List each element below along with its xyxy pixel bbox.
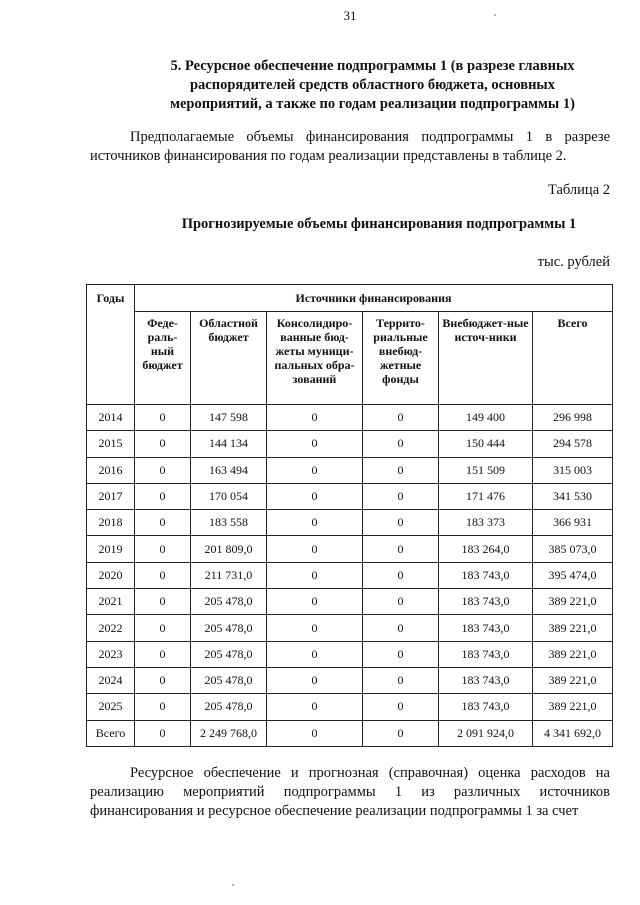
cell-regional: 163 494 [191, 457, 267, 483]
cell-extrabudgetary: 151 509 [439, 457, 533, 483]
cell-municipal: 0 [267, 694, 363, 720]
cell-regional: 147 598 [191, 405, 267, 431]
cell-territorial: 0 [363, 536, 439, 562]
cell-year: 2024 [87, 667, 135, 693]
cell-federal: 0 [135, 405, 191, 431]
cell-year: Всего [87, 720, 135, 746]
cell-extrabudgetary: 183 743,0 [439, 615, 533, 641]
cell-extrabudgetary: 183 743,0 [439, 641, 533, 667]
header-federal-budget: Феде-раль-ный бюджет [135, 312, 191, 405]
cell-federal: 0 [135, 431, 191, 457]
cell-federal: 0 [135, 483, 191, 509]
cell-municipal: 0 [267, 405, 363, 431]
cell-extrabudgetary: 149 400 [439, 405, 533, 431]
cell-year: 2022 [87, 615, 135, 641]
cell-regional: 2 249 768,0 [191, 720, 267, 746]
table-header-row [87, 285, 613, 312]
cell-total: 389 221,0 [533, 667, 613, 693]
cell-regional: 170 054 [191, 483, 267, 509]
cell-municipal: 0 [267, 589, 363, 615]
table-row [87, 720, 613, 746]
cell-territorial: 0 [363, 589, 439, 615]
cell-total: 389 221,0 [533, 694, 613, 720]
cell-territorial: 0 [363, 720, 439, 746]
cell-territorial: 0 [363, 405, 439, 431]
cell-municipal: 0 [267, 536, 363, 562]
cell-territorial: 0 [363, 641, 439, 667]
cell-extrabudgetary: 183 373 [439, 510, 533, 536]
table-row [87, 431, 613, 457]
cell-total: 389 221,0 [533, 641, 613, 667]
intro-paragraph: Предполагаемые объемы финансирования подпрограммы 1 в разрезе источников финансирования по годам реализации представлены в таблице 2. [90, 129, 610, 164]
cell-municipal: 0 [267, 615, 363, 641]
table-body [87, 405, 613, 747]
cell-federal: 0 [135, 536, 191, 562]
cell-year: 2020 [87, 562, 135, 588]
cell-extrabudgetary: 171 476 [439, 483, 533, 509]
cell-year: 2023 [87, 641, 135, 667]
cell-federal: 0 [135, 720, 191, 746]
header-municipal-budgets: Консолидиро-ванные бюд-жеты муници-пальных обра-зований [267, 312, 363, 405]
cell-year: 2025 [87, 694, 135, 720]
cell-extrabudgetary: 183 264,0 [439, 536, 533, 562]
cell-extrabudgetary: 183 743,0 [439, 589, 533, 615]
cell-year: 2017 [87, 483, 135, 509]
cell-extrabudgetary: 183 743,0 [439, 562, 533, 588]
cell-municipal: 0 [267, 667, 363, 693]
header-years: Годы [87, 285, 135, 405]
cell-municipal: 0 [267, 457, 363, 483]
cell-total: 385 073,0 [533, 536, 613, 562]
cell-municipal: 0 [267, 510, 363, 536]
cell-territorial: 0 [363, 457, 439, 483]
cell-year: 2014 [87, 405, 135, 431]
cell-municipal: 0 [267, 720, 363, 746]
cell-regional: 201 809,0 [191, 536, 267, 562]
cell-territorial: 0 [363, 694, 439, 720]
table-title: Прогнозируемые объемы финансирования подпрограммы 1 [181, 216, 577, 232]
cell-federal: 0 [135, 641, 191, 667]
units-label: тыс. рублей [537, 254, 610, 270]
table-row [87, 615, 613, 641]
cell-federal: 0 [135, 694, 191, 720]
cell-total: 294 578 [533, 431, 613, 457]
cell-regional: 205 478,0 [191, 641, 267, 667]
cell-year: 2016 [87, 457, 135, 483]
table-row [87, 694, 613, 720]
cell-extrabudgetary: 183 743,0 [439, 694, 533, 720]
cell-total: 395 474,0 [533, 562, 613, 588]
cell-federal: 0 [135, 667, 191, 693]
funding-table [86, 284, 613, 747]
cell-municipal: 0 [267, 483, 363, 509]
cell-federal: 0 [135, 615, 191, 641]
header-funding-sources: Источники финансирования [135, 285, 613, 312]
cell-territorial: 0 [363, 615, 439, 641]
cell-total: 366 931 [533, 510, 613, 536]
cell-extrabudgetary: 150 444 [439, 431, 533, 457]
cell-municipal: 0 [267, 562, 363, 588]
table-row [87, 510, 613, 536]
table-row [87, 562, 613, 588]
cell-territorial: 0 [363, 562, 439, 588]
cell-territorial: 0 [363, 483, 439, 509]
cell-territorial: 0 [363, 510, 439, 536]
cell-total: 4 341 692,0 [533, 720, 613, 746]
table-row [87, 667, 613, 693]
table-caption: Таблица 2 [547, 182, 610, 198]
cell-regional: 183 558 [191, 510, 267, 536]
cell-regional: 205 478,0 [191, 667, 267, 693]
page-number: 31 [343, 8, 357, 23]
cell-territorial: 0 [363, 667, 439, 693]
cell-regional: 205 478,0 [191, 589, 267, 615]
table-row [87, 405, 613, 431]
table-row [87, 589, 613, 615]
cell-total: 315 003 [533, 457, 613, 483]
table-row [87, 536, 613, 562]
header-territorial-funds: Террито-риальные внебюд-жетные фонды [363, 312, 439, 405]
bottom-paragraph: Ресурсное обеспечение и прогнозная (справочная) оценка расходов на реализацию мероприятий подпрограммы 1 из различных источников финансирования и ресурсное обеспечение реализации подпрограммы 1 за счет [90, 765, 610, 819]
cell-regional: 205 478,0 [191, 694, 267, 720]
table-row [87, 483, 613, 509]
scan-speck [494, 14, 496, 16]
cell-federal: 0 [135, 562, 191, 588]
cell-total: 389 221,0 [533, 589, 613, 615]
cell-municipal: 0 [267, 641, 363, 667]
cell-extrabudgetary: 2 091 924,0 [439, 720, 533, 746]
cell-municipal: 0 [267, 431, 363, 457]
cell-federal: 0 [135, 457, 191, 483]
cell-year: 2019 [87, 536, 135, 562]
cell-regional: 144 134 [191, 431, 267, 457]
cell-total: 389 221,0 [533, 615, 613, 641]
cell-territorial: 0 [363, 431, 439, 457]
table-row [87, 457, 613, 483]
cell-year: 2018 [87, 510, 135, 536]
cell-year: 2015 [87, 431, 135, 457]
cell-regional: 211 731,0 [191, 562, 267, 588]
cell-total: 296 998 [533, 405, 613, 431]
scan-speck [232, 884, 234, 886]
cell-total: 341 530 [533, 483, 613, 509]
cell-federal: 0 [135, 589, 191, 615]
cell-federal: 0 [135, 510, 191, 536]
cell-extrabudgetary: 183 743,0 [439, 667, 533, 693]
header-total: Всего [533, 312, 613, 405]
section-heading: 5. Ресурсное обеспечение подпрограммы 1 (в разрезе главных распорядителей средств областного бюджета, основных мероприятий, а также по годам реализации подпрограммы 1) [170, 58, 575, 112]
cell-year: 2021 [87, 589, 135, 615]
cell-regional: 205 478,0 [191, 615, 267, 641]
header-regional-budget: Областной бюджет [191, 312, 267, 405]
table-subheader-row [87, 312, 613, 405]
table-row [87, 641, 613, 667]
header-extrabudgetary: Внебюджет-ные источ-ники [439, 312, 533, 405]
